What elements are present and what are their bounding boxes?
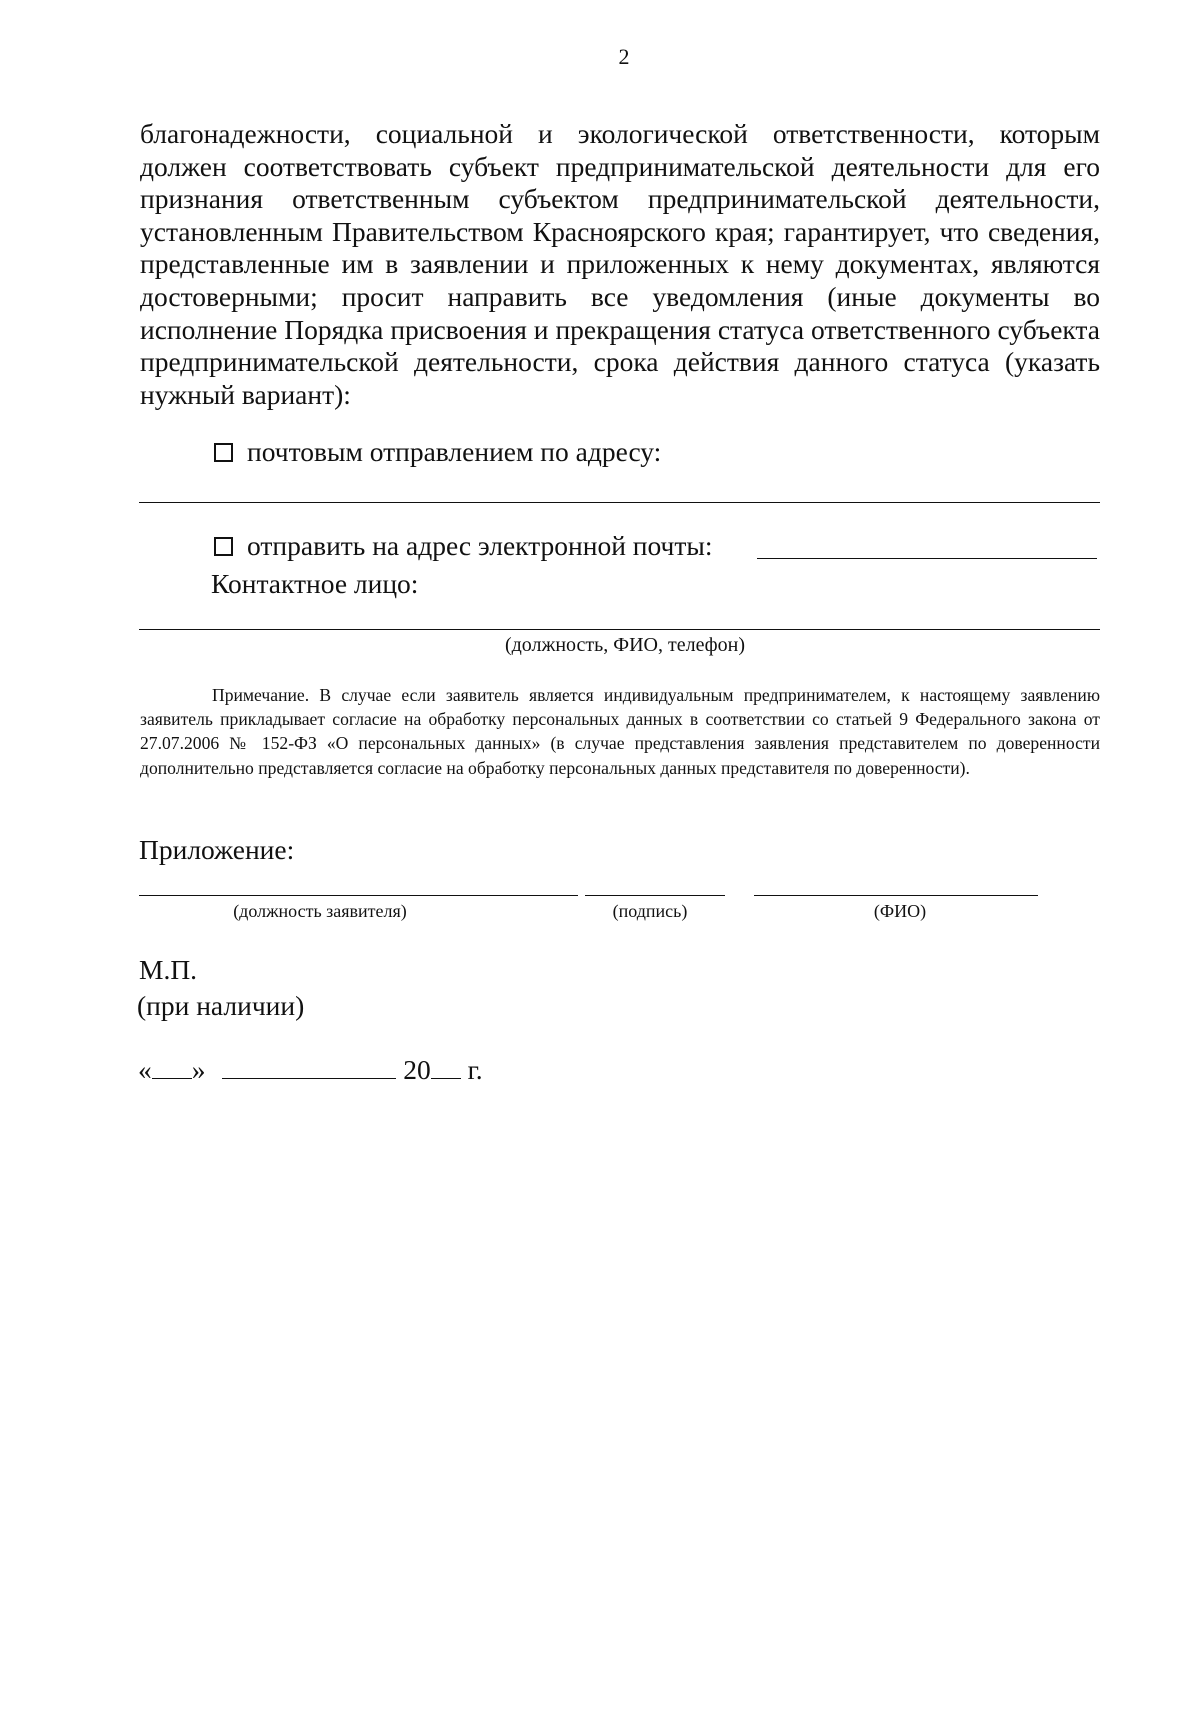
- contact-caption: (должность, ФИО, телефон): [504, 634, 746, 656]
- email-checkbox[interactable]: [214, 537, 233, 556]
- year-blank[interactable]: [431, 1054, 461, 1079]
- month-blank[interactable]: [222, 1054, 396, 1079]
- signature-name-line[interactable]: [754, 895, 1038, 896]
- signature-sign-caption: (подпись): [612, 901, 688, 921]
- body-paragraph: благонадежности, социальной и экологической ответственности, которым должен соответствовать субъект предпринимательской деятельности для его признания ответственным субъектом предпринимательской деятельности, установленным Правительством Красноярского края; гарантирует, что сведения, представленные им в заявлении и приложенных к нему документах, являются достоверными; просит направить все уведомления (иные документы во исполнение Порядка присвоения и прекращения статуса ответственного субъекта предпринимательской деятельности, срока действия данного статуса (указать нужный вариант):: [140, 118, 1100, 410]
- email-address-line[interactable]: [757, 558, 1097, 559]
- email-option[interactable]: [214, 530, 713, 562]
- contact-line[interactable]: [139, 629, 1100, 630]
- signature-name-caption: (ФИО): [873, 901, 927, 921]
- signature-sign-line[interactable]: [585, 895, 725, 896]
- date-open-quote: «: [138, 1054, 152, 1085]
- stamp-note: (при наличии): [137, 990, 305, 1021]
- note-text: Примечание. В случае если заявитель является индивидуальным предпринимателем, к настоящему заявлению заявитель прикладывает согласие на обработку персональных данных в соответствии со статьей 9 Федерального закона от 27.07.2006 № 152-ФЗ «О персональных данных» (в случае представления заявления представителем по доверенности дополнительно представляется согласие на обработку персональных данных представителя по доверенности).: [140, 685, 1100, 778]
- email-label: отправить на адрес электронной почты:: [247, 530, 713, 561]
- postal-label: почтовым отправлением по адресу:: [247, 436, 662, 467]
- signature-position-caption: (должность заявителя): [233, 901, 407, 921]
- day-blank[interactable]: [152, 1054, 192, 1079]
- year-suffix: г.: [467, 1054, 483, 1085]
- stamp-label: М.П.: [139, 954, 198, 985]
- page-number: 2: [618, 44, 630, 69]
- attachment-label: Приложение:: [139, 834, 295, 865]
- date-close-quote: »: [191, 1054, 206, 1085]
- signature-position-line[interactable]: [139, 895, 578, 896]
- year-prefix: 20: [403, 1054, 431, 1085]
- postal-address-line[interactable]: [139, 502, 1100, 503]
- postal-option[interactable]: [214, 436, 661, 468]
- date-line: [138, 1054, 483, 1086]
- contact-label: Контактное лицо:: [211, 568, 419, 599]
- postal-checkbox[interactable]: [214, 443, 233, 462]
